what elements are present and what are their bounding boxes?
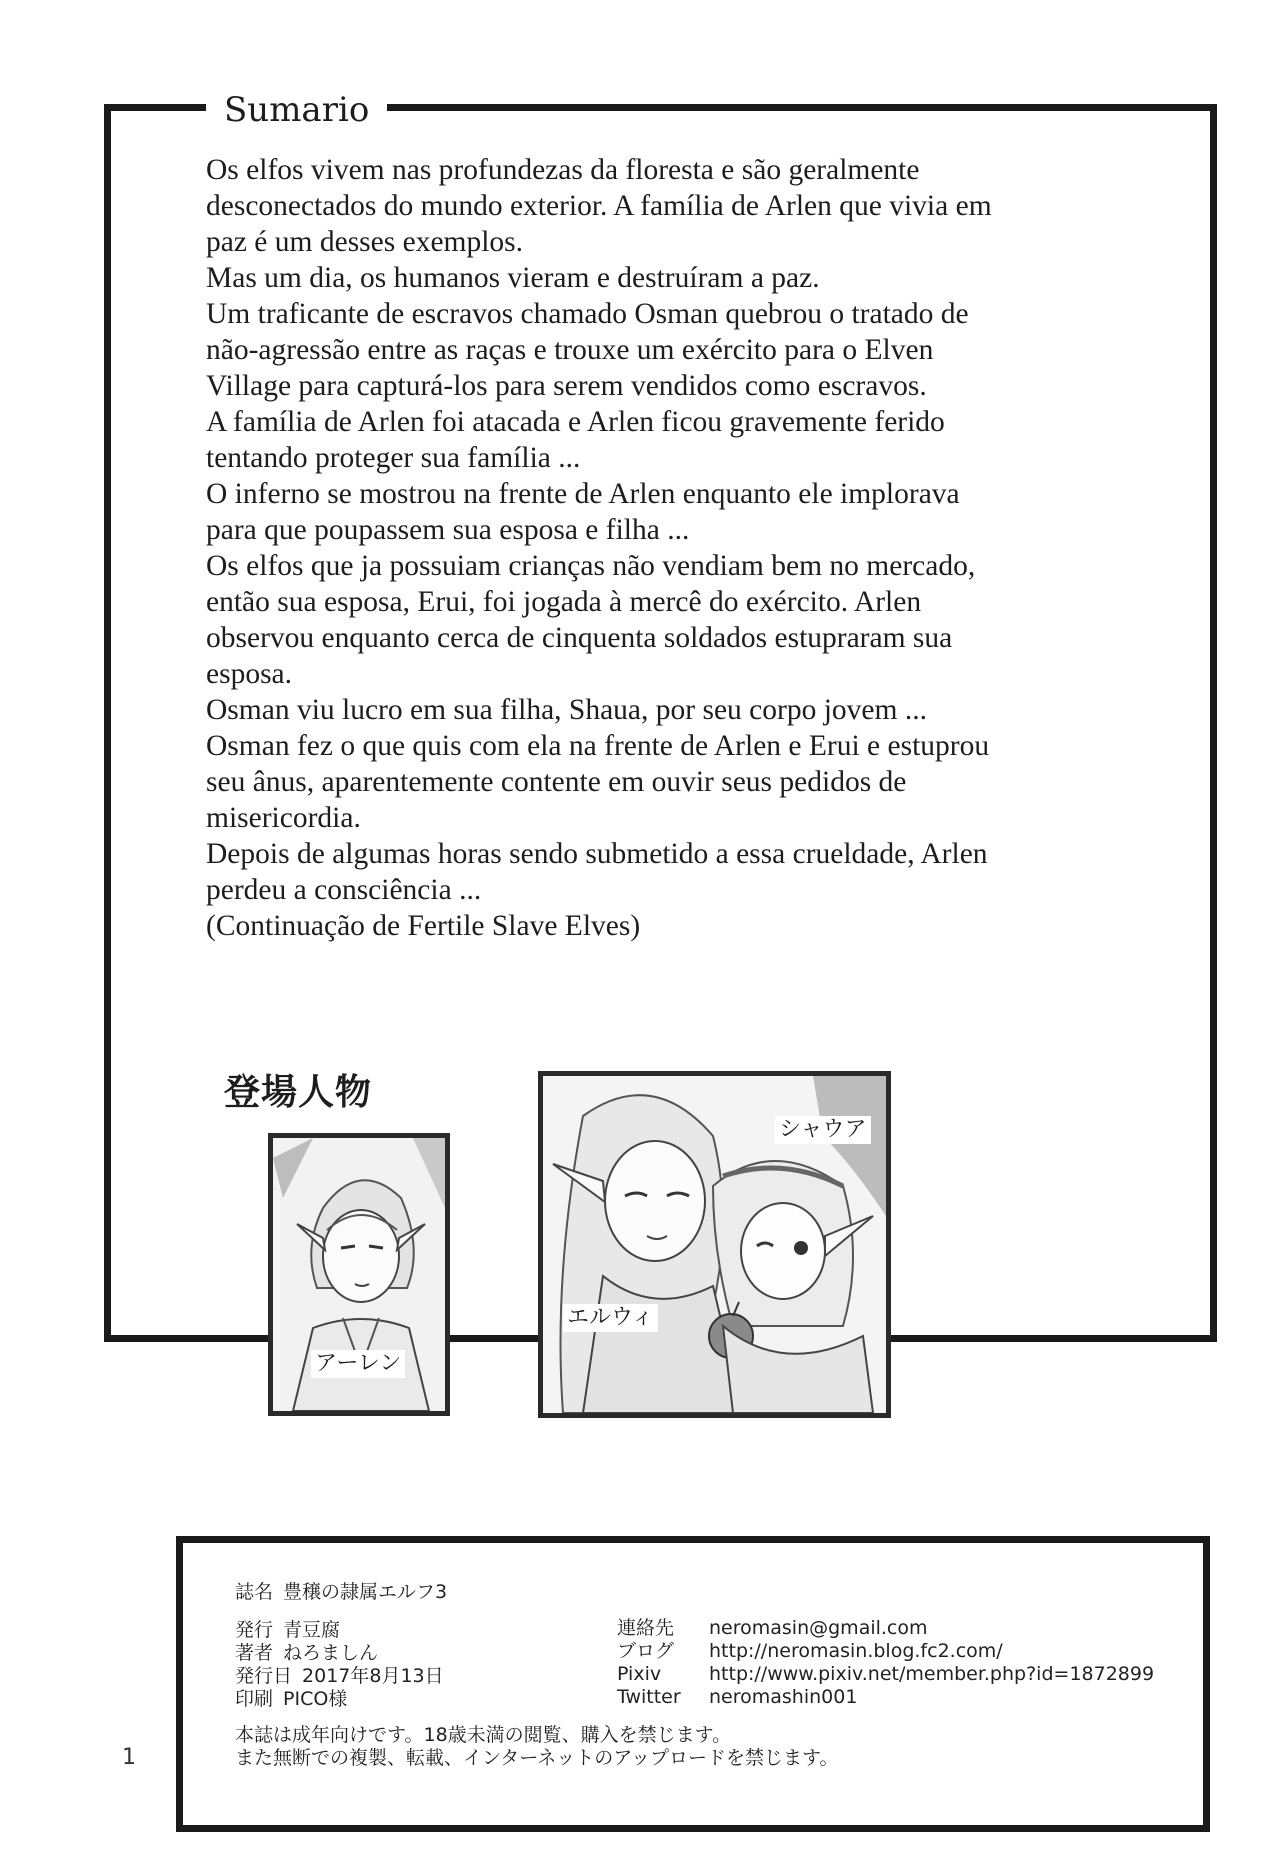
summary-line: Osman viu lucro em sua filha, Shaua, por seu corpo jovem ... — [206, 694, 927, 726]
colophon-author-row — [235, 1642, 378, 1665]
colophon-title-value: 豊穣の隷属エルフ3 — [283, 1581, 448, 1603]
colophon-printer-value: PICO様 — [283, 1688, 348, 1710]
colophon-publisher-key: 発行 — [235, 1619, 274, 1641]
summary-line: Os elfos que ja possuiam crianças não vendiam bem no mercado, — [206, 550, 976, 582]
colophon-publisher-value: 青豆腐 — [283, 1619, 341, 1641]
erui-label: エルウィ — [563, 1304, 658, 1332]
colophon-contact-value[interactable]: neromasin@gmail.com — [709, 1617, 928, 1639]
colophon-blog-link[interactable]: http://neromasin.blog.fc2.com/ — [709, 1640, 1003, 1662]
summary-line: Mas um dia, os humanos vieram e destruíram a paz. — [206, 262, 820, 294]
colophon-printer-key: 印刷 — [235, 1688, 274, 1710]
colophon-twitter-row — [617, 1686, 857, 1709]
colophon-pixiv-link[interactable]: http://www.pixiv.net/member.php?id=1872899 — [709, 1663, 1155, 1685]
summary-title: Sumario — [206, 88, 387, 132]
summary-line: para que poupassem sua esposa e filha ... — [206, 514, 690, 546]
summary-line: misericordia. — [206, 802, 361, 834]
colophon-twitter-key: Twitter — [617, 1686, 681, 1708]
colophon-author-value: ねろましん — [283, 1642, 379, 1664]
colophon-date-value: 2017年8月13日 — [302, 1665, 444, 1687]
page-number: 1 — [122, 1745, 136, 1770]
summary-line: Village para capturá-los para serem vendidos como escravos. — [206, 370, 927, 402]
colophon-contact-key: 連絡先 — [617, 1617, 675, 1639]
colophon-date-key: 発行日 — [235, 1665, 293, 1687]
shaua-label: シャウア — [775, 1116, 871, 1144]
colophon-contact-row — [617, 1617, 928, 1640]
characters-heading: 登場人物 — [224, 1072, 373, 1113]
summary-line: Os elfos vivem nas profundezas da floresta e são geralmente — [206, 154, 920, 186]
summary-line: Depois de algumas horas sendo submetido a essa crueldade, Arlen — [206, 838, 988, 870]
colophon-title-row — [235, 1581, 447, 1604]
erui-shaua-portrait — [538, 1071, 891, 1418]
colophon-publisher-row — [235, 1619, 340, 1642]
summary-line: paz é um desses exemplos. — [206, 226, 524, 258]
colophon-date-row — [235, 1665, 444, 1688]
colophon-blog-key: ブログ — [617, 1640, 675, 1662]
colophon-blog-row — [617, 1640, 1003, 1663]
summary-line: então sua esposa, Erui, foi jogada à mercê do exército. Arlen — [206, 586, 922, 618]
summary-line: esposa. — [206, 658, 293, 690]
summary-line: (Continuação de Fertile Slave Elves) — [206, 910, 641, 942]
summary-line: A família de Arlen foi atacada e Arlen ficou gravemente ferido — [206, 406, 945, 438]
summary-line: não-agressão entre as raças e trouxe um exército para o Elven — [206, 334, 934, 366]
arlen-label: アーレン — [311, 1350, 405, 1378]
colophon-printer-row — [235, 1688, 347, 1711]
summary-line: Osman fez o que quis com ela na frente de Arlen e Erui e estuprou — [206, 730, 990, 762]
summary-line: perdeu a consciência ... — [206, 874, 482, 906]
summary-line: Um traficante de escravos chamado Osman quebrou o tratado de — [206, 298, 969, 330]
summary-line: desconectados do mundo exterior. A família de Arlen que vivia em — [206, 190, 992, 222]
arlen-portrait — [268, 1133, 450, 1416]
colophon-title-key: 誌名 — [235, 1581, 274, 1603]
summary-line: O inferno se mostrou na frente de Arlen enquanto ele implorava — [206, 478, 960, 510]
summary-text — [206, 152, 1166, 944]
summary-line: seu ânus, aparentemente contente em ouvir seus pedidos de — [206, 766, 907, 798]
colophon-notice-1: 本誌は成年向けです。18歳未満の閲覧、購入を禁じます。 — [235, 1724, 732, 1746]
colophon-twitter-value[interactable]: neromashin001 — [709, 1686, 858, 1708]
colophon-pixiv-key: Pixiv — [617, 1663, 662, 1685]
colophon-box — [176, 1536, 1210, 1832]
summary-line: observou enquanto cerca de cinquenta soldados estupraram sua — [206, 622, 953, 654]
colophon-pixiv-row — [617, 1663, 1154, 1686]
colophon-author-key: 著者 — [235, 1642, 274, 1664]
colophon-notice-2: また無断での複製、転載、インターネットのアップロードを禁じます。 — [235, 1747, 839, 1769]
summary-line: tentando proteger sua família ... — [206, 442, 581, 474]
